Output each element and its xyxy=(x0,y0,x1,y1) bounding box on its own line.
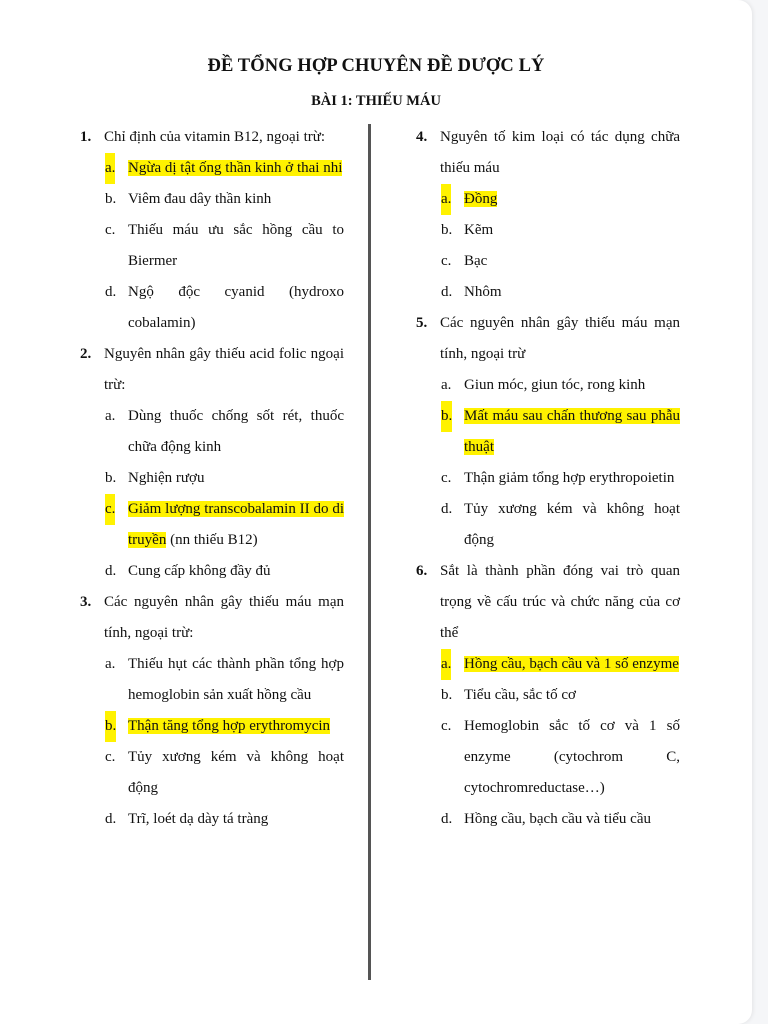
option-2b xyxy=(80,463,344,494)
option-label: c. xyxy=(441,718,452,734)
option-label: a. xyxy=(105,656,116,672)
option-4d xyxy=(416,277,680,308)
option-text: Cung cấp không đầy đủ xyxy=(128,563,271,579)
question-6 xyxy=(416,556,680,649)
question-text: Sắt là thành phần đóng vai trò quan trọng về cấu trúc và chức năng của cơ thể xyxy=(440,563,680,641)
option-text: Hemoglobin sắc tố cơ và 1 số enzyme (cytochrom C, cytochromreductase…) xyxy=(464,718,680,796)
option-text: Nghiện rượu xyxy=(128,470,205,486)
option-4a xyxy=(416,184,680,215)
option-2d xyxy=(80,556,344,587)
option-label: d. xyxy=(105,811,117,827)
option-label: b. xyxy=(441,687,453,703)
option-3a xyxy=(80,649,344,711)
option-text: Ngộ độc cyanid (hydroxo cobalamin) xyxy=(128,284,344,331)
option-label: a. xyxy=(105,408,116,424)
left-column xyxy=(80,122,344,835)
option-5c xyxy=(416,463,680,494)
option-2a xyxy=(80,401,344,463)
option-2c xyxy=(80,494,344,556)
option-text: Ngừa dị tật ống thần kinh ở thai nhi xyxy=(128,160,343,176)
option-3d xyxy=(80,804,344,835)
option-label: c. xyxy=(105,494,115,525)
option-5d xyxy=(416,494,680,556)
question-2 xyxy=(80,339,344,401)
question-text: Các nguyên nhân gây thiếu máu mạn tính, ngoại trừ: xyxy=(104,594,344,641)
option-label: a. xyxy=(105,153,115,184)
option-text: Nhôm xyxy=(464,284,502,300)
option-text: Hồng cầu, bạch cầu và tiểu cầu xyxy=(464,811,651,827)
option-1a xyxy=(80,153,344,184)
option-label: b. xyxy=(105,470,117,486)
option-label: d. xyxy=(105,284,117,300)
option-text: Kẽm xyxy=(464,222,494,238)
option-text: Thiếu máu ưu sắc hồng cầu to Biermer xyxy=(128,222,344,269)
option-text: Giun móc, giun tóc, rong kinh xyxy=(464,377,646,393)
option-4c xyxy=(416,246,680,277)
option-text: Tiểu cầu, sắc tố cơ xyxy=(464,687,576,703)
question-number: 1. xyxy=(80,129,92,145)
option-label: d. xyxy=(441,811,453,827)
option-label: b. xyxy=(105,711,116,742)
option-text: Dùng thuốc chống sốt rét, thuốc chữa động kinh xyxy=(128,408,344,455)
option-label: a. xyxy=(441,184,451,215)
option-label: b. xyxy=(441,222,453,238)
question-text: Nguyên tố kim loại có tác dụng chữa thiếu máu xyxy=(440,129,680,176)
option-text: Giảm lượng transcobalamin II do di truyền xyxy=(128,501,344,548)
option-text: Hồng cầu, bạch cầu và 1 số enzyme xyxy=(464,656,679,672)
page-title: ĐỀ TỔNG HỢP CHUYÊN ĐỀ DƯỢC LÝ xyxy=(207,56,545,76)
option-text: Bạc xyxy=(464,253,488,269)
option-1c xyxy=(80,215,344,277)
option-label: d. xyxy=(441,501,453,517)
question-number: 4. xyxy=(416,129,428,145)
option-note: (nn thiếu B12) xyxy=(166,532,258,548)
question-3 xyxy=(80,587,344,649)
question-number: 5. xyxy=(416,315,428,331)
question-text: Chỉ định của vitamin B12, ngoại trừ: xyxy=(104,129,326,145)
option-label: b. xyxy=(105,191,117,207)
question-number: 2. xyxy=(80,346,92,362)
option-text: Thận giảm tổng hợp erythropoietin xyxy=(464,470,675,486)
option-3b xyxy=(80,711,344,742)
option-6b xyxy=(416,680,680,711)
option-5b xyxy=(416,401,680,463)
option-1d xyxy=(80,277,344,339)
question-number: 6. xyxy=(416,563,428,579)
question-4 xyxy=(416,122,680,184)
column-divider xyxy=(368,124,371,980)
option-label: d. xyxy=(105,563,117,579)
option-label: a. xyxy=(441,377,452,393)
option-5a xyxy=(416,370,680,401)
question-text: Các nguyên nhân gây thiếu máu mạn tính, ngoại trừ xyxy=(440,315,680,362)
option-6c xyxy=(416,711,680,804)
right-column xyxy=(416,122,680,835)
option-label: a. xyxy=(441,649,451,680)
option-label: c. xyxy=(105,749,116,765)
option-text: Mất máu sau chấn thương sau phẫu thuật xyxy=(464,408,680,455)
option-text: Viêm đau dây thần kinh xyxy=(128,191,272,207)
option-label: b. xyxy=(441,401,452,432)
question-5 xyxy=(416,308,680,370)
option-6a xyxy=(416,649,680,680)
option-1b xyxy=(80,184,344,215)
option-text: Thiếu hụt các thành phần tổng hợp hemoglobin sản xuất hồng cầu xyxy=(128,656,344,703)
question-number: 3. xyxy=(80,594,92,610)
lesson-title: BÀI 1: THIẾU MÁU xyxy=(311,93,441,109)
option-text: Thận tăng tổng hợp erythromycin xyxy=(128,718,331,734)
question-text: Nguyên nhân gây thiếu acid folic ngoại trừ: xyxy=(104,346,344,393)
option-4b xyxy=(416,215,680,246)
option-label: c. xyxy=(105,222,116,238)
option-text: Đồng xyxy=(464,191,498,207)
option-label: d. xyxy=(441,284,453,300)
option-label: c. xyxy=(441,253,452,269)
option-3c xyxy=(80,742,344,804)
question-1 xyxy=(80,122,344,153)
option-text: Tủy xương kém và không hoạt động xyxy=(464,501,680,548)
option-6d xyxy=(416,804,680,835)
option-text: Tủy xương kém và không hoạt động xyxy=(128,749,344,796)
option-text: Trĩ, loét dạ dày tá tràng xyxy=(128,811,269,827)
option-label: c. xyxy=(441,470,452,486)
